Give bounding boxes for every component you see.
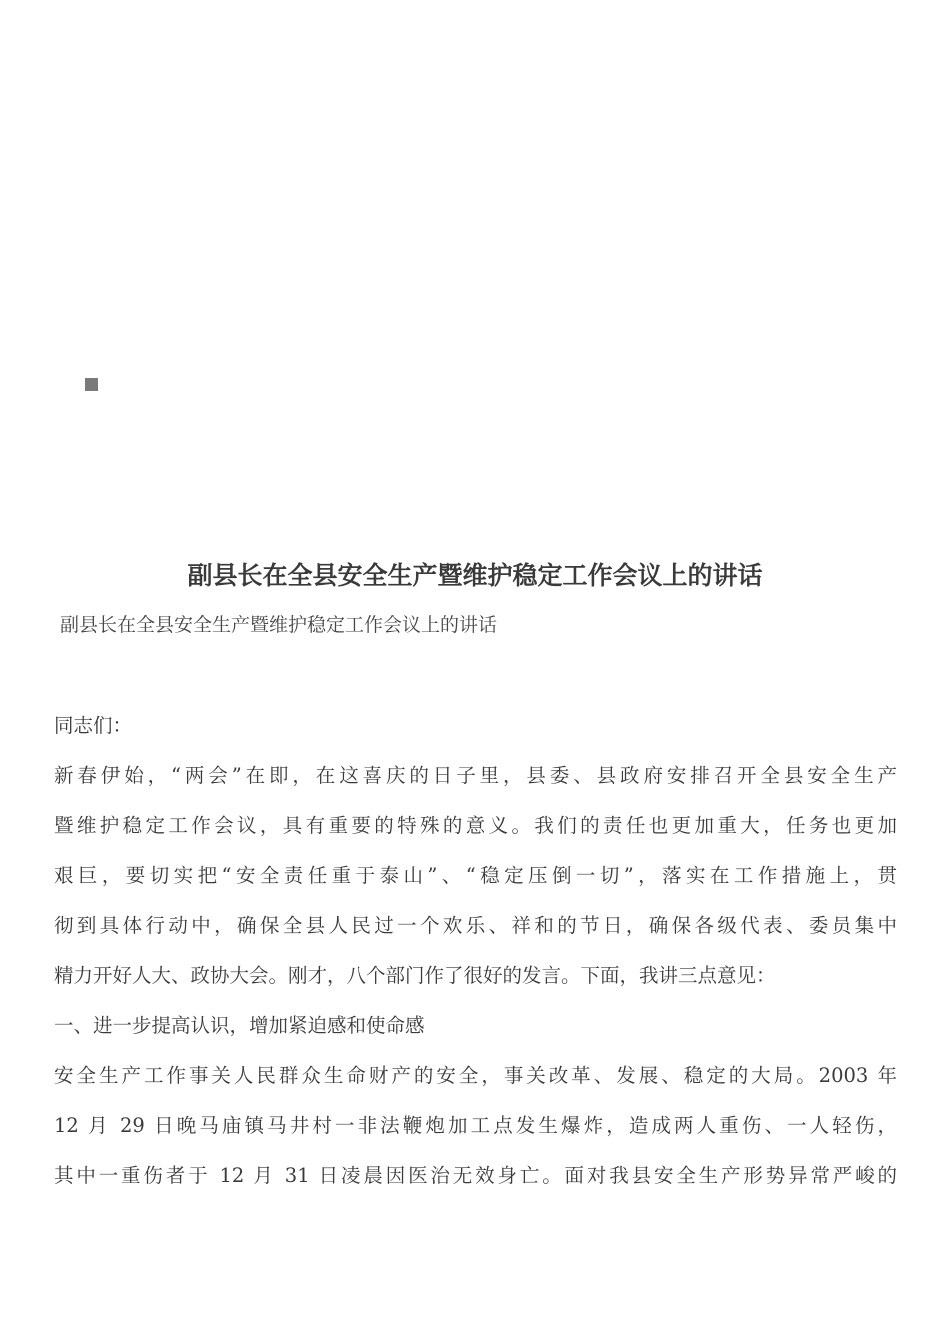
document-subtitle: 副县长在全县安全生产暨维护稳定工作会议上的讲话 <box>60 614 498 636</box>
document-title: 副县长在全县安全生产暨维护稳定工作会议上的讲话 <box>187 561 763 590</box>
section-heading: 一、进一步提高认识，增加紧迫感和使命感 <box>54 1014 425 1037</box>
paragraph-line: 彻到具体行动中，确保全县人民过一个欢乐、祥和的节日，确保各级代表、委员集中 <box>54 914 897 937</box>
paragraph-line: 新春伊始，“两会”在即，在这喜庆的日子里，县委、县政府安排召开全县安全生产 <box>54 764 897 787</box>
paragraph-line: 艰巨，要切实把“安全责任重于泰山”、“稳定压倒一切”，落实在工作措施上，贯 <box>54 864 897 887</box>
paragraph-line: 12 月 29 日晚马庙镇马井村一非法鞭炮加工点发生爆炸，造成两人重伤、一人轻伤， <box>54 1114 897 1137</box>
bullet-square-icon <box>85 378 98 391</box>
salutation-line: 同志们： <box>54 714 133 737</box>
paragraph-line: 暨维护稳定工作会议，具有重要的特殊的意义。我们的责任也更加重大，任务也更加 <box>54 814 897 837</box>
paragraph-line: 其中一重伤者于 12 月 31 日凌晨因医治无效身亡。面对我县安全生产形势异常严峻的 <box>54 1164 897 1187</box>
paragraph-line: 安全生产工作事关人民群众生命财产的安全，事关改革、发展、稳定的大局。2003 年 <box>54 1064 897 1087</box>
paragraph-line: 精力开好人大、政协大会。刚才，八个部门作了很好的发言。下面，我讲三点意见： <box>54 964 776 987</box>
